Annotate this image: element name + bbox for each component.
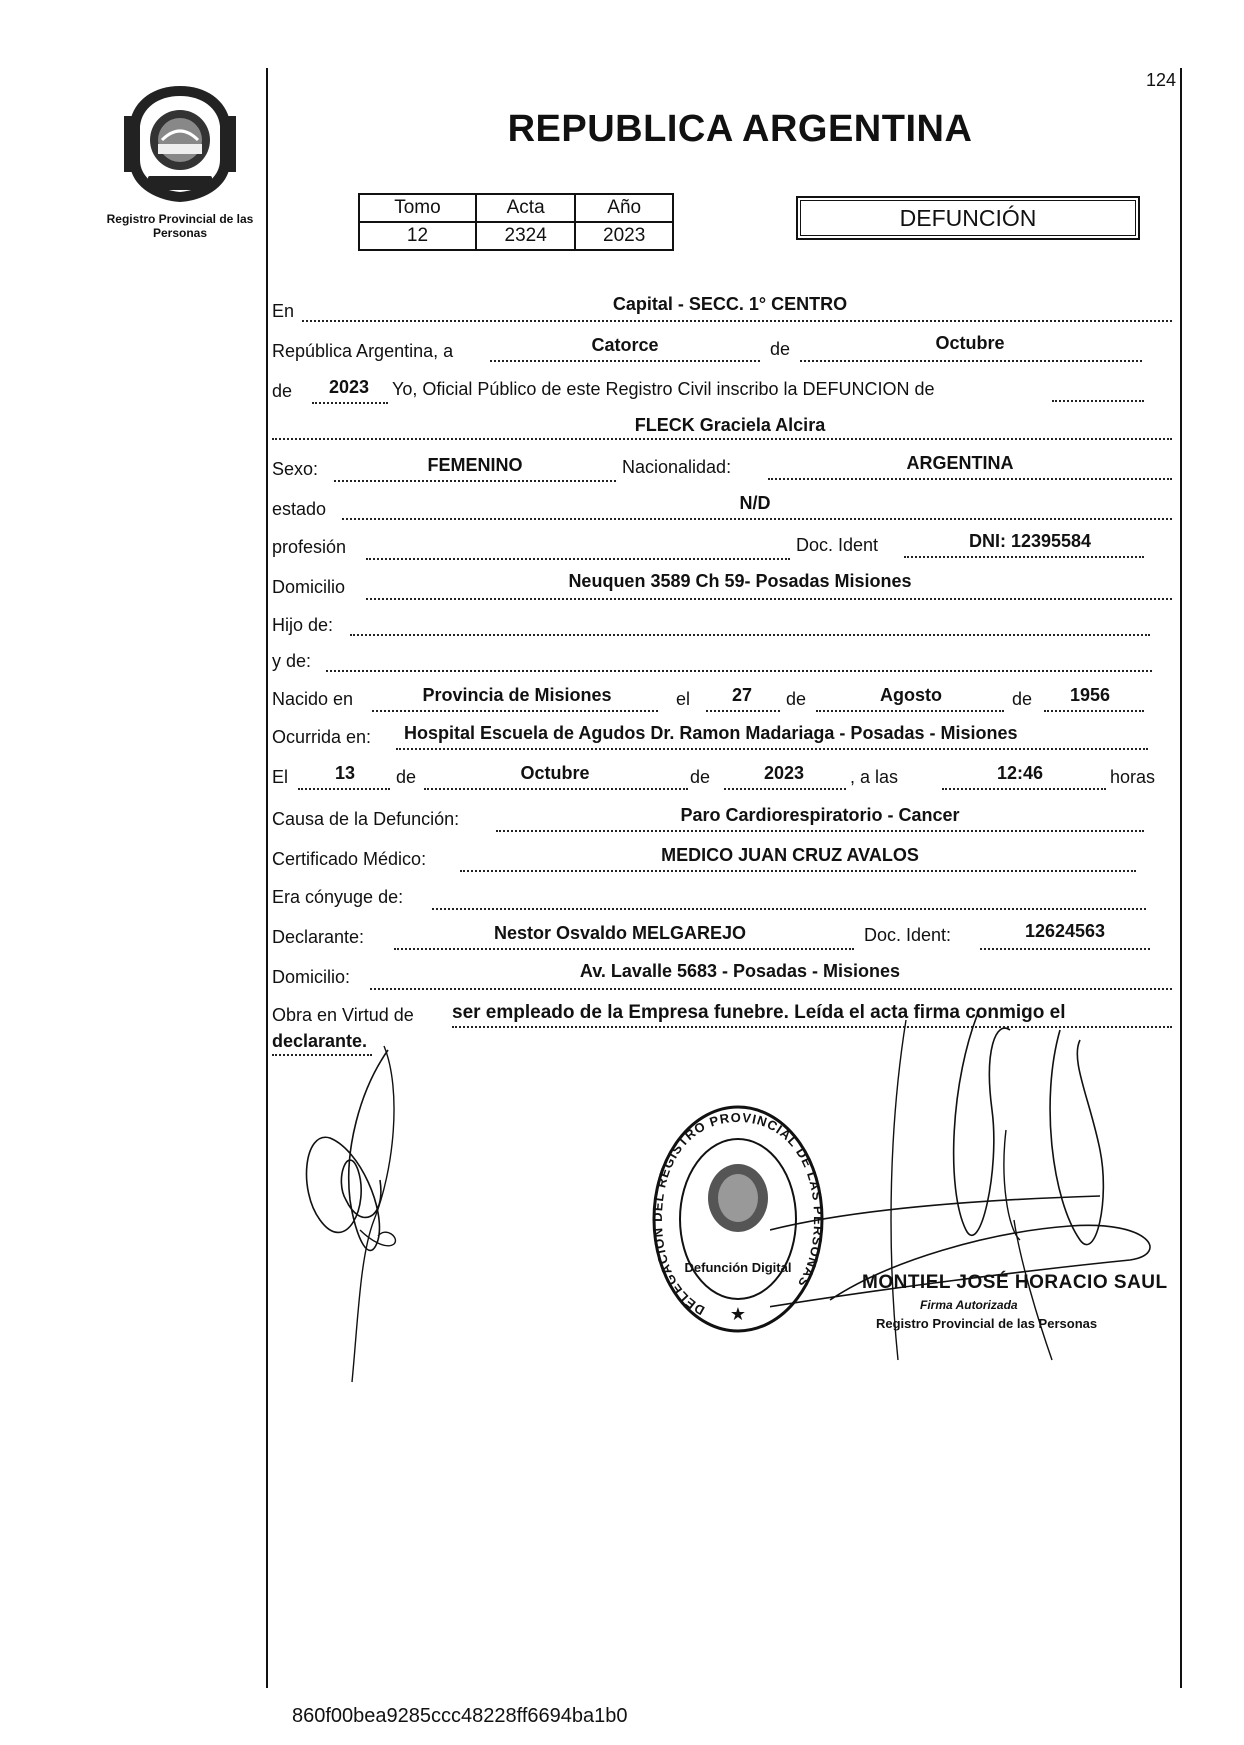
sex-label: Sexo: — [272, 459, 319, 479]
year-de-label: de — [272, 381, 293, 401]
closing-text: ser empleado de la Empresa funebre. Leída el acta firma conmigo el — [452, 1002, 1066, 1023]
death-month-line — [424, 788, 688, 790]
certificate-label: Certificado Médico: — [272, 849, 427, 869]
declarant-doc-line — [980, 948, 1150, 950]
address-label: Domicilio — [272, 577, 346, 597]
organization-caption: Registro Provincial de las Personas — [106, 212, 254, 240]
born-day-line — [706, 710, 780, 712]
inscription-text: Yo, Oficial Público de este Registro Civil inscribo la DEFUNCION de — [392, 379, 935, 399]
marital-line — [342, 518, 1172, 520]
date-label: República Argentina, a — [272, 341, 454, 361]
death-time-value: 12:46 — [996, 763, 1044, 783]
cause-label: Causa de la Defunción: — [272, 809, 460, 829]
death-at-label: , a las — [850, 767, 899, 787]
deceased-name: FLECK Graciela Alcira — [634, 415, 826, 435]
declarant-doc-label: Doc. Ident: — [864, 925, 952, 945]
born-year-value: 1956 — [1069, 685, 1111, 705]
stamp-inner-text: Defunción Digital — [684, 1260, 792, 1275]
misiones-logo — [118, 82, 242, 206]
declarant-value: Nestor Osvaldo MELGAREJO — [493, 923, 747, 943]
and-of-label: y de: — [272, 651, 312, 671]
declarant-doc-value: 12624563 — [1024, 921, 1106, 941]
sex-line — [334, 480, 616, 482]
year-value: 2023 — [328, 377, 370, 397]
doc-ident-line — [904, 556, 1144, 558]
spouse-line — [432, 908, 1146, 910]
officer-title: Firma Autorizada — [920, 1298, 1018, 1312]
date-day-value: Catorce — [591, 335, 659, 355]
death-el-label-text: El — [272, 767, 289, 787]
declarant-address-value: Av. Lavalle 5683 - Posadas - Misiones — [579, 961, 901, 981]
and-of-line — [326, 670, 1152, 672]
place-line — [302, 320, 1172, 322]
death-time-line — [942, 788, 1106, 790]
register-header-ano: Año — [575, 194, 673, 222]
death-de2-label: de — [690, 767, 711, 787]
register-value-tomo: 12 — [359, 222, 476, 250]
death-de1-label: de — [396, 767, 417, 787]
nationality-line — [768, 478, 1172, 480]
officer-name: MONTIEL JOSÉ HORACIO SAUL — [862, 1272, 1168, 1293]
date-day-line — [490, 360, 760, 362]
date-month-value: Octubre — [935, 333, 1005, 353]
death-day-value: 13 — [334, 763, 356, 783]
closing-prefix: Obra en Virtud de — [272, 1005, 414, 1025]
born-day-value: 27 — [731, 685, 753, 705]
document-hash: 860f00bea9285ccc48228ff6694ba1b0 — [292, 1705, 628, 1727]
declarant-signature — [290, 1030, 440, 1390]
year-line — [312, 402, 388, 404]
address-value: Neuquen 3589 Ch 59- Posadas Misiones — [568, 571, 912, 591]
born-el-label: el — [676, 689, 691, 709]
profession-label: profesión — [272, 537, 347, 557]
death-year-line — [724, 788, 846, 790]
born-month-value: Agosto — [880, 685, 942, 705]
left-margin-line — [266, 68, 268, 1688]
death-year-value: 2023 — [763, 763, 805, 783]
address-line — [366, 598, 1172, 600]
sex-value: FEMENINO — [427, 455, 523, 475]
profession-line — [366, 558, 790, 560]
deceased-line — [272, 438, 1172, 440]
occurred-value: Hospital Escuela de Agudos Dr. Ramon Madariaga - Posadas - Misiones — [404, 723, 1018, 743]
born-label: Nacido en — [272, 689, 354, 709]
born-de1-label: de — [786, 689, 807, 709]
born-place-line — [372, 710, 658, 712]
document-type-box: DEFUNCIÓN — [796, 196, 1140, 240]
inscription-line — [1052, 400, 1144, 402]
register-table — [358, 193, 674, 251]
nationality-label: Nacionalidad: — [622, 457, 732, 477]
occurred-label: Ocurrida en: — [272, 727, 372, 747]
death-month-value: Octubre — [520, 763, 590, 783]
cause-line — [496, 830, 1144, 832]
date-de-label: de — [770, 339, 791, 359]
certificate-value: MEDICO JUAN CRUZ AVALOS — [661, 845, 919, 865]
place-label: En — [272, 301, 295, 321]
doc-ident-label: Doc. Ident — [796, 535, 879, 555]
closing-text2: declarante. — [272, 1031, 368, 1051]
date-month-line — [800, 360, 1142, 362]
register-value-ano: 2023 — [575, 222, 673, 250]
nationality-value: ARGENTINA — [906, 453, 1014, 473]
doc-ident-value: DNI: 12395584 — [968, 531, 1092, 551]
page-number: 124 — [1146, 70, 1177, 90]
born-year-line — [1044, 710, 1144, 712]
born-de2-label: de — [1012, 689, 1033, 709]
stamp-star-icon: ★ — [729, 1304, 747, 1324]
cause-value: Paro Cardiorespiratorio - Cancer — [680, 805, 960, 825]
child-of-label: Hijo de: — [272, 615, 334, 635]
register-value-acta: 2324 — [476, 222, 576, 250]
declarant-label: Declarante: — [272, 927, 365, 947]
stamp-ring-text: DELEGACION DEL REGISTRO PROVINCIAL DE LAS PERSONAS — [649, 1109, 827, 1319]
page-title: REPUBLICA ARGENTINA — [507, 108, 973, 150]
marital-value: N/D — [739, 493, 771, 513]
child-of-line — [350, 634, 1150, 636]
declarant-line — [394, 948, 854, 950]
certificate-line — [460, 870, 1136, 872]
place-value: Capital - SECC. 1° CENTRO — [612, 294, 848, 314]
marital-label: estado — [272, 499, 327, 519]
officer-org: Registro Provincial de las Personas — [876, 1316, 1098, 1331]
declarant-address-line — [370, 988, 1172, 990]
register-header-acta: Acta — [476, 194, 576, 222]
right-margin-line — [1180, 68, 1182, 1688]
declarant-address-label: Domicilio: — [272, 967, 351, 987]
occurred-line — [396, 748, 1148, 750]
death-day-line — [298, 788, 390, 790]
death-hours-label: horas — [1110, 767, 1156, 787]
spouse-label: Era cónyuge de: — [272, 887, 404, 907]
born-month-line — [816, 710, 1004, 712]
register-header-tomo: Tomo — [359, 194, 476, 222]
born-place-value: Provincia de Misiones — [422, 685, 612, 705]
